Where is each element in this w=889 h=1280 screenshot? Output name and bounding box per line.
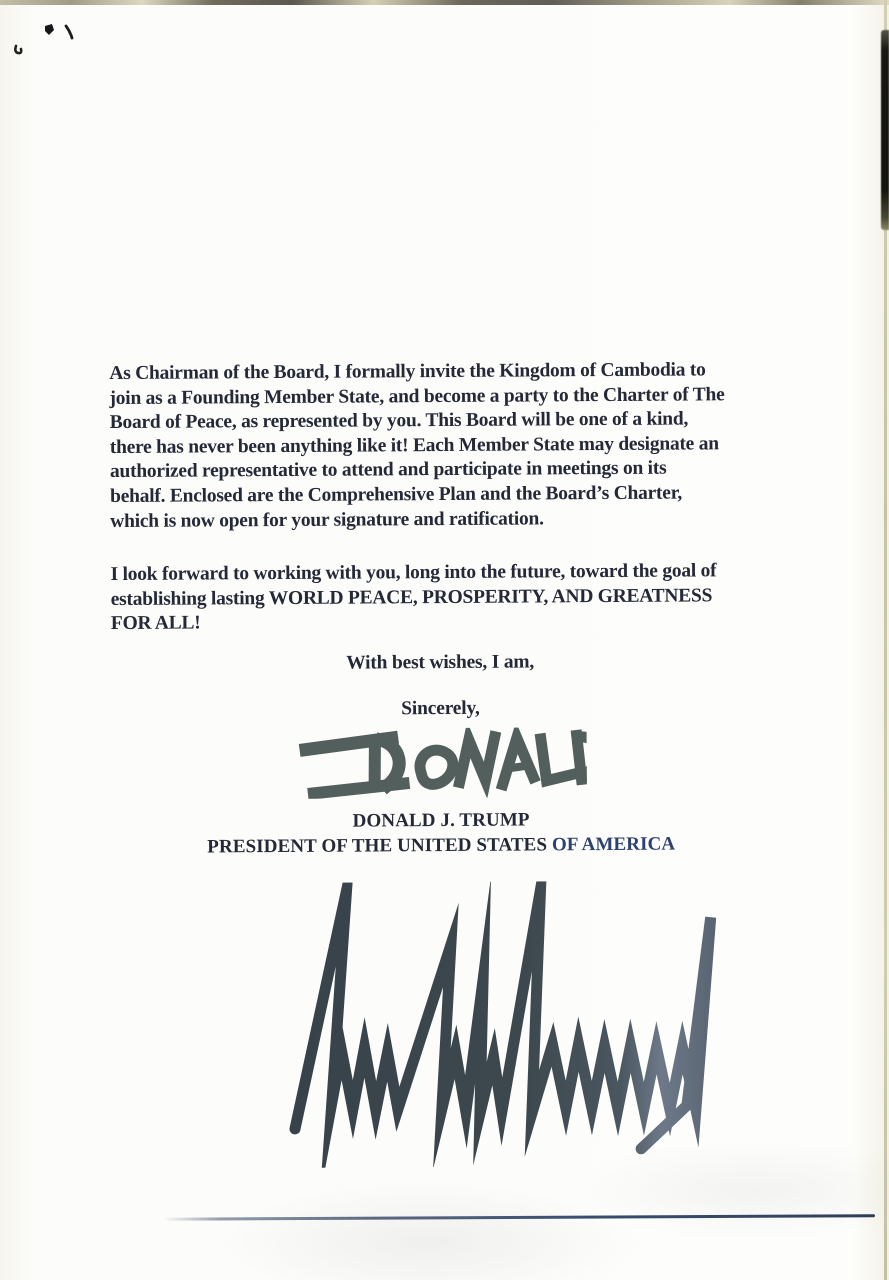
signer-title	[96, 833, 786, 859]
signer-title-accent: OF AMERICA	[551, 833, 676, 856]
closing-line: Sincerely,	[401, 697, 480, 720]
letter-line: As Chairman of the Board, I formally invite the Kingdom of Cambodia to	[109, 359, 706, 385]
letter-line: establishing lasting WORLD PEACE, PROSPERITY, AND GREATNESS	[110, 584, 713, 610]
signer-title-main: PRESIDENT OF THE UNITED STATES	[207, 834, 553, 858]
letter-line: there has never been anything like it! Each Member State may designate an	[109, 433, 719, 458]
letter-line: FOR ALL!	[110, 612, 201, 635]
body-paragraph-1	[109, 358, 800, 534]
letter-line: which is now open for your signature and ratification.	[110, 507, 544, 532]
handwritten-donald-marker	[297, 727, 587, 799]
letter-line: authorized representative to attend and participate in meetings on its	[109, 458, 667, 483]
valediction-line: With best wishes, I am,	[346, 651, 535, 674]
trump-signature	[273, 880, 775, 1168]
letter-line: behalf. Enclosed are the Comprehensive Plan and the Board’s Charter,	[110, 482, 682, 508]
letter-line: Board of Peace, as represented by you. This Board will be one of a kind,	[109, 408, 689, 434]
body-paragraph-2	[111, 559, 801, 637]
letter-line: I look forward to working with you, long into the future, toward the goal of	[110, 560, 717, 586]
signer-name: DONALD J. TRUMP	[352, 809, 530, 832]
letter-line: join as a Founding Member State, and become a party to the Charter of The	[109, 383, 725, 409]
